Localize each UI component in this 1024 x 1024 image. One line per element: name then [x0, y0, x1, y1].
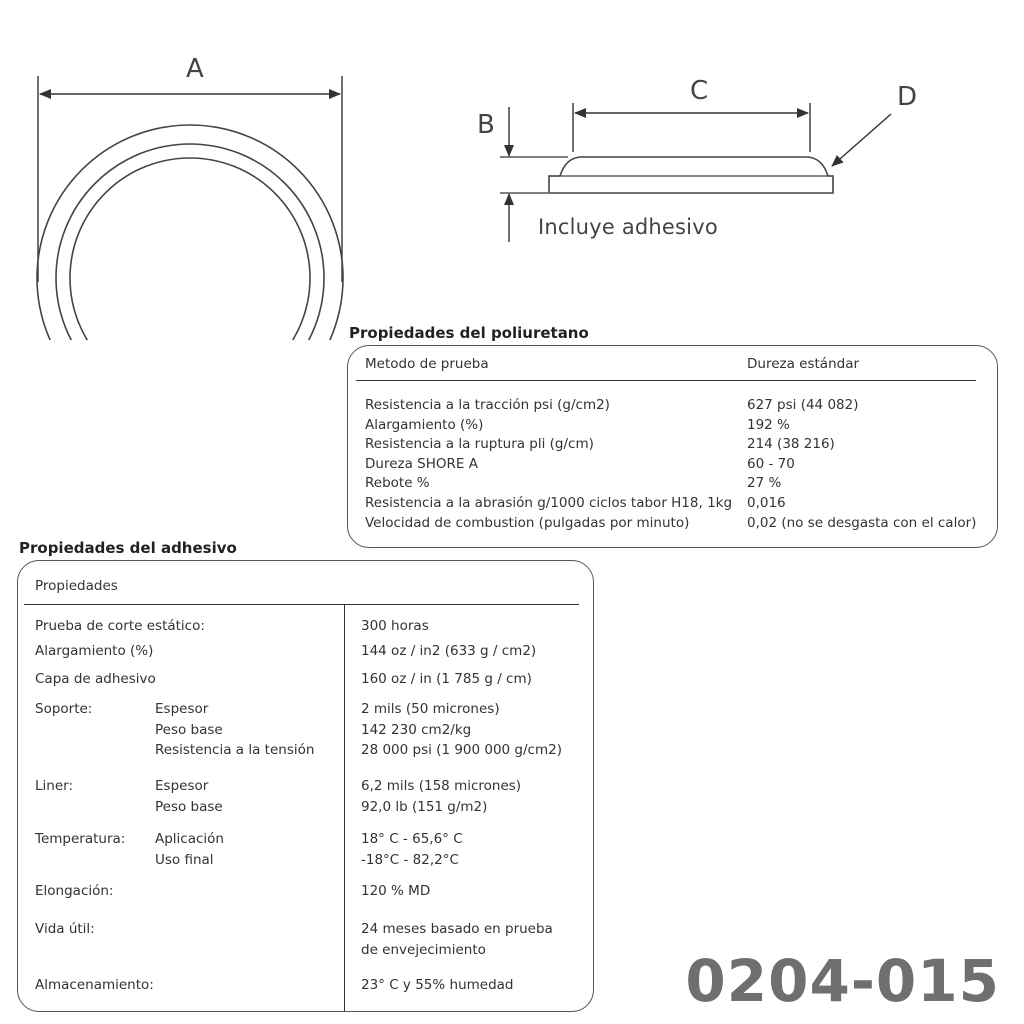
label-d: D: [897, 82, 918, 112]
middle-ring: [56, 144, 324, 340]
pu-header-value: Dureza estándar: [747, 356, 860, 372]
adhesive-note: Incluye adhesivo: [538, 215, 718, 239]
label-c: C: [690, 76, 709, 106]
adhesive-title: Propiedades del adhesivo: [19, 539, 237, 557]
pu-header-rule: [356, 380, 976, 381]
ad-header-rule: [24, 604, 579, 605]
polyurethane-title: Propiedades del poliuretano: [349, 324, 589, 342]
adhesive-table: Propiedades Prueba de corte estático: 300 horas Alargamiento (%) 144 oz / in2 (633 g / cm2) Capa de adhesivo 160 oz / in (1 785 g / cm) Soporte: Espesor Peso base Resistencia a la tensión 2 mils (50 microne​s) 142 230 cm2/kg 28 000 psi (1 900 000 g/cm2) Liner: Espesor Peso base 6,2 mils (158 microne​s) 92,0 lb (151 g/m2) Temperatura: Aplicación Uso final 18° C - 65,6° C -18°C - 82,2°C Elongación: 120 % MD Vida útil: 24 meses basado en prueba de envejecimiento Almacenamiento: 23° C y 55% humedad: [17, 560, 594, 1012]
label-a: A: [186, 54, 204, 84]
pu-header-method: Metodo de prueba: [365, 356, 489, 372]
label-b: B: [477, 110, 495, 140]
ad-column-divider: [344, 604, 345, 1011]
inner-ring: [70, 158, 310, 340]
part-number: 0204-015: [685, 947, 1000, 1015]
ad-header: Propiedades: [35, 578, 118, 594]
bumper-profile: [549, 157, 833, 193]
technical-drawing: [0, 0, 1024, 340]
polyurethane-table: Metodo de prueba Dureza estándar Resistencia a la tracción psi (g/cm2) 627 psi (44 082) Alargamiento (%) 192 % Resistencia a la ruptura pli (g/cm) 214 (38 216) Dureza SHORE A 60 - 70 Rebote % 27 % Resistencia a la abrasión g/1000 ciclos tabor H18, 1kg 0,016 Velocidad de combustion (pulgadas por minuto) 0,02 (no se desgasta con el calor): [347, 345, 998, 548]
top-view: [37, 76, 343, 340]
dimension-d-arrow: [832, 114, 891, 166]
